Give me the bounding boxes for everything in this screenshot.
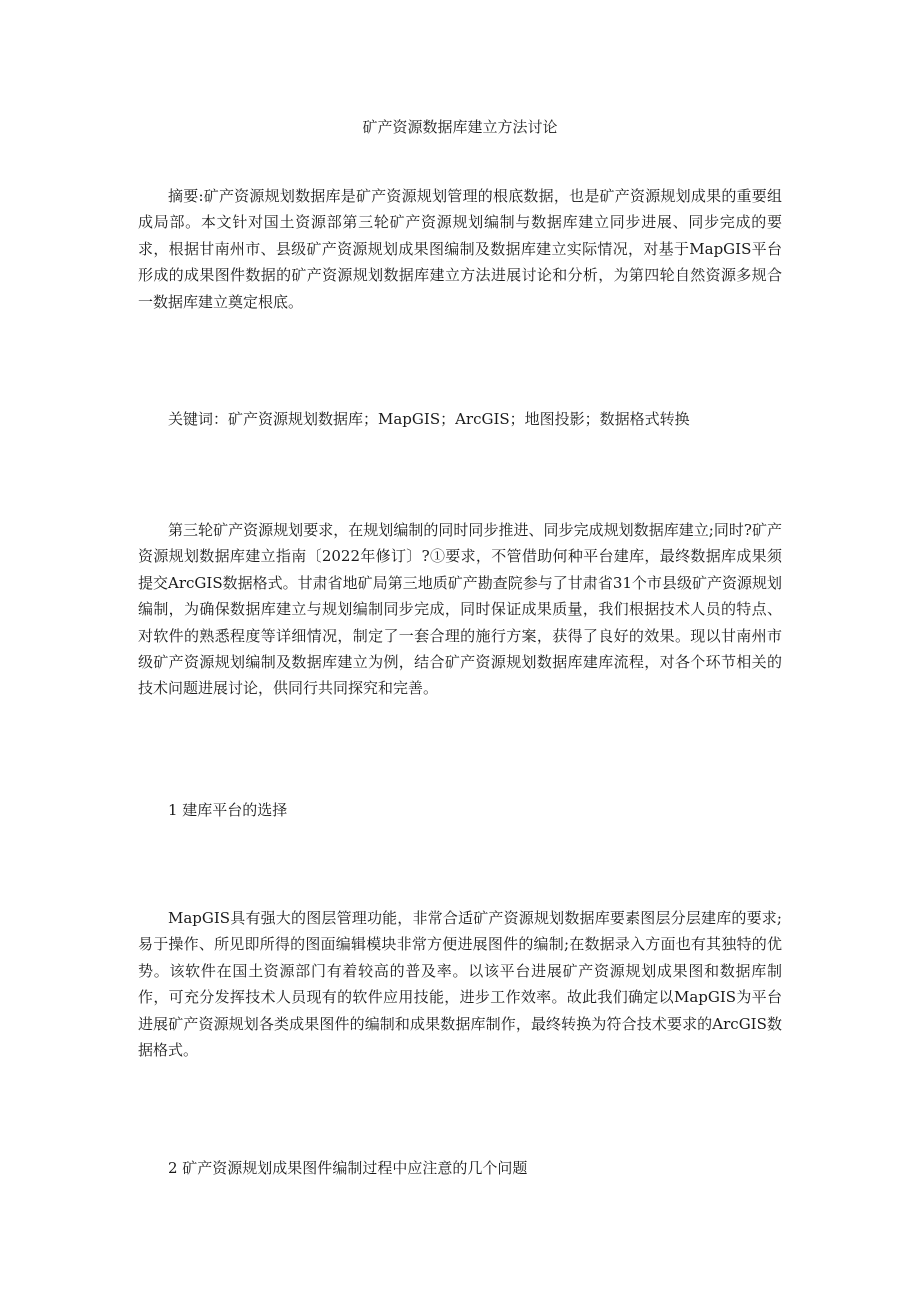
section-1-paragraph: MapGIS具有强大的图层管理功能，非常合适矿产资源规划数据库要素图层分层建库的要求;易于操作、所见即所得的图面编辑模块非常方便进展图件的编制;在数据录入方面也有其独特的优势。该软件在国土资源部门有着较高的普及率。以该平台进展矿产资源规划成果图和数据库制作，可充分发挥技术人员现有的软件应用技能，进步工作效率。故此我们确定以MapGIS为平台进展矿产资源规划各类成果图件的编制和成果数据库制作，最终转换为符合技术要求的ArcGIS数据格式。: [138, 909, 782, 1060]
section-1-heading: 1 建库平台的选择: [168, 801, 288, 819]
abstract-paragraph: 摘要:矿产资源规划数据库是矿产资源规划管理的根底数据，也是矿产资源规划成果的重要组成局部。本文针对国土资源部第三轮矿产资源规划编制与数据库建立同步进展、同步完成的要求，根据甘南州市、县级矿产资源规划成果图编制及数据库建立实际情况，对基于MapGIS平台形成的成果图件数据的矿产资源规划数据库建立方法进展讨论和分析，为第四轮自然资源多规合一数据库建立奠定根底。: [138, 187, 782, 311]
intro-paragraph: 第三轮矿产资源规划要求，在规划编制的同时同步推进、同步完成规划数据库建立;同时?矿产资源规划数据库建立指南〔2022年修订〕?①要求，不管借助何种平台建库，最终数据库成果须提交ArcGIS数据格式。甘肃省地矿局第三地质矿产勘查院参与了甘肃省31个市县级矿产资源规划编制，为确保数据库建立与规划编制同步完成，同时保证成果质量，我们根据技术人员的特点、对软件的熟悉程度等详细情况，制定了一套合理的施行方案，获得了良好的效果。现以甘南州市级矿产资源规划编制及数据库建立为例，结合矿产资源规划数据库建库流程，对各个环节相关的技术问题进展讨论，供同行共同探究和完善。: [138, 521, 782, 698]
section-2-heading: 2 矿产资源规划成果图件编制过程中应注意的几个问题: [168, 1159, 528, 1177]
keywords-line: 关键词：矿产资源规划数据库；MapGIS；ArcGIS；地图投影；数据格式转换: [168, 410, 690, 428]
document-title: 矿产资源数据库建立方法讨论: [362, 118, 558, 136]
